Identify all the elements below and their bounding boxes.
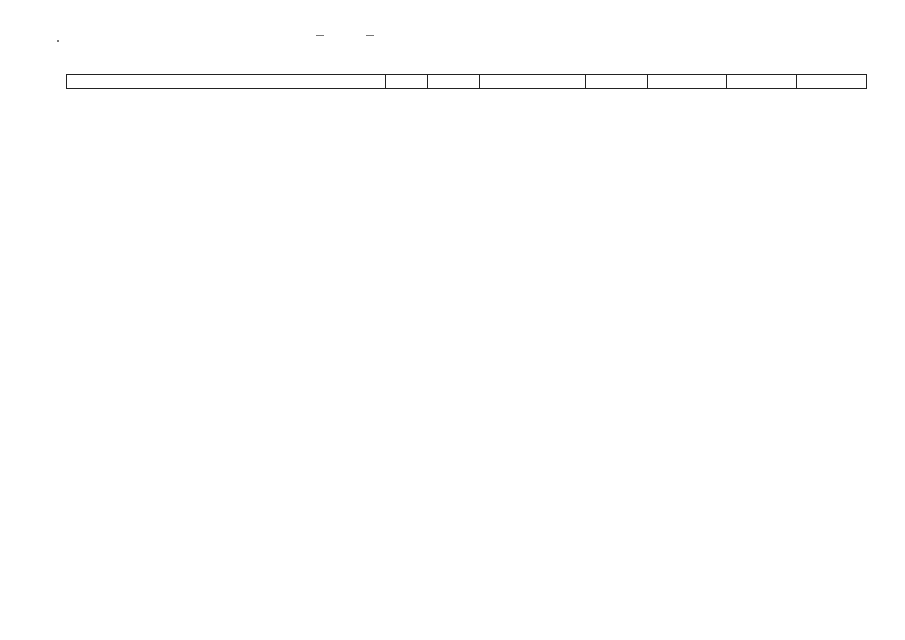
column-header	[796, 75, 866, 88]
column-header	[67, 75, 385, 88]
column-header	[385, 75, 427, 88]
column-header	[585, 75, 647, 88]
scan-speck	[57, 40, 59, 42]
column-header	[726, 75, 796, 88]
scan-dash	[316, 35, 324, 36]
column-header	[647, 75, 727, 88]
column-header	[479, 75, 585, 88]
column-header-row	[66, 74, 867, 89]
column-header	[427, 75, 479, 88]
scan-dash	[366, 35, 374, 36]
